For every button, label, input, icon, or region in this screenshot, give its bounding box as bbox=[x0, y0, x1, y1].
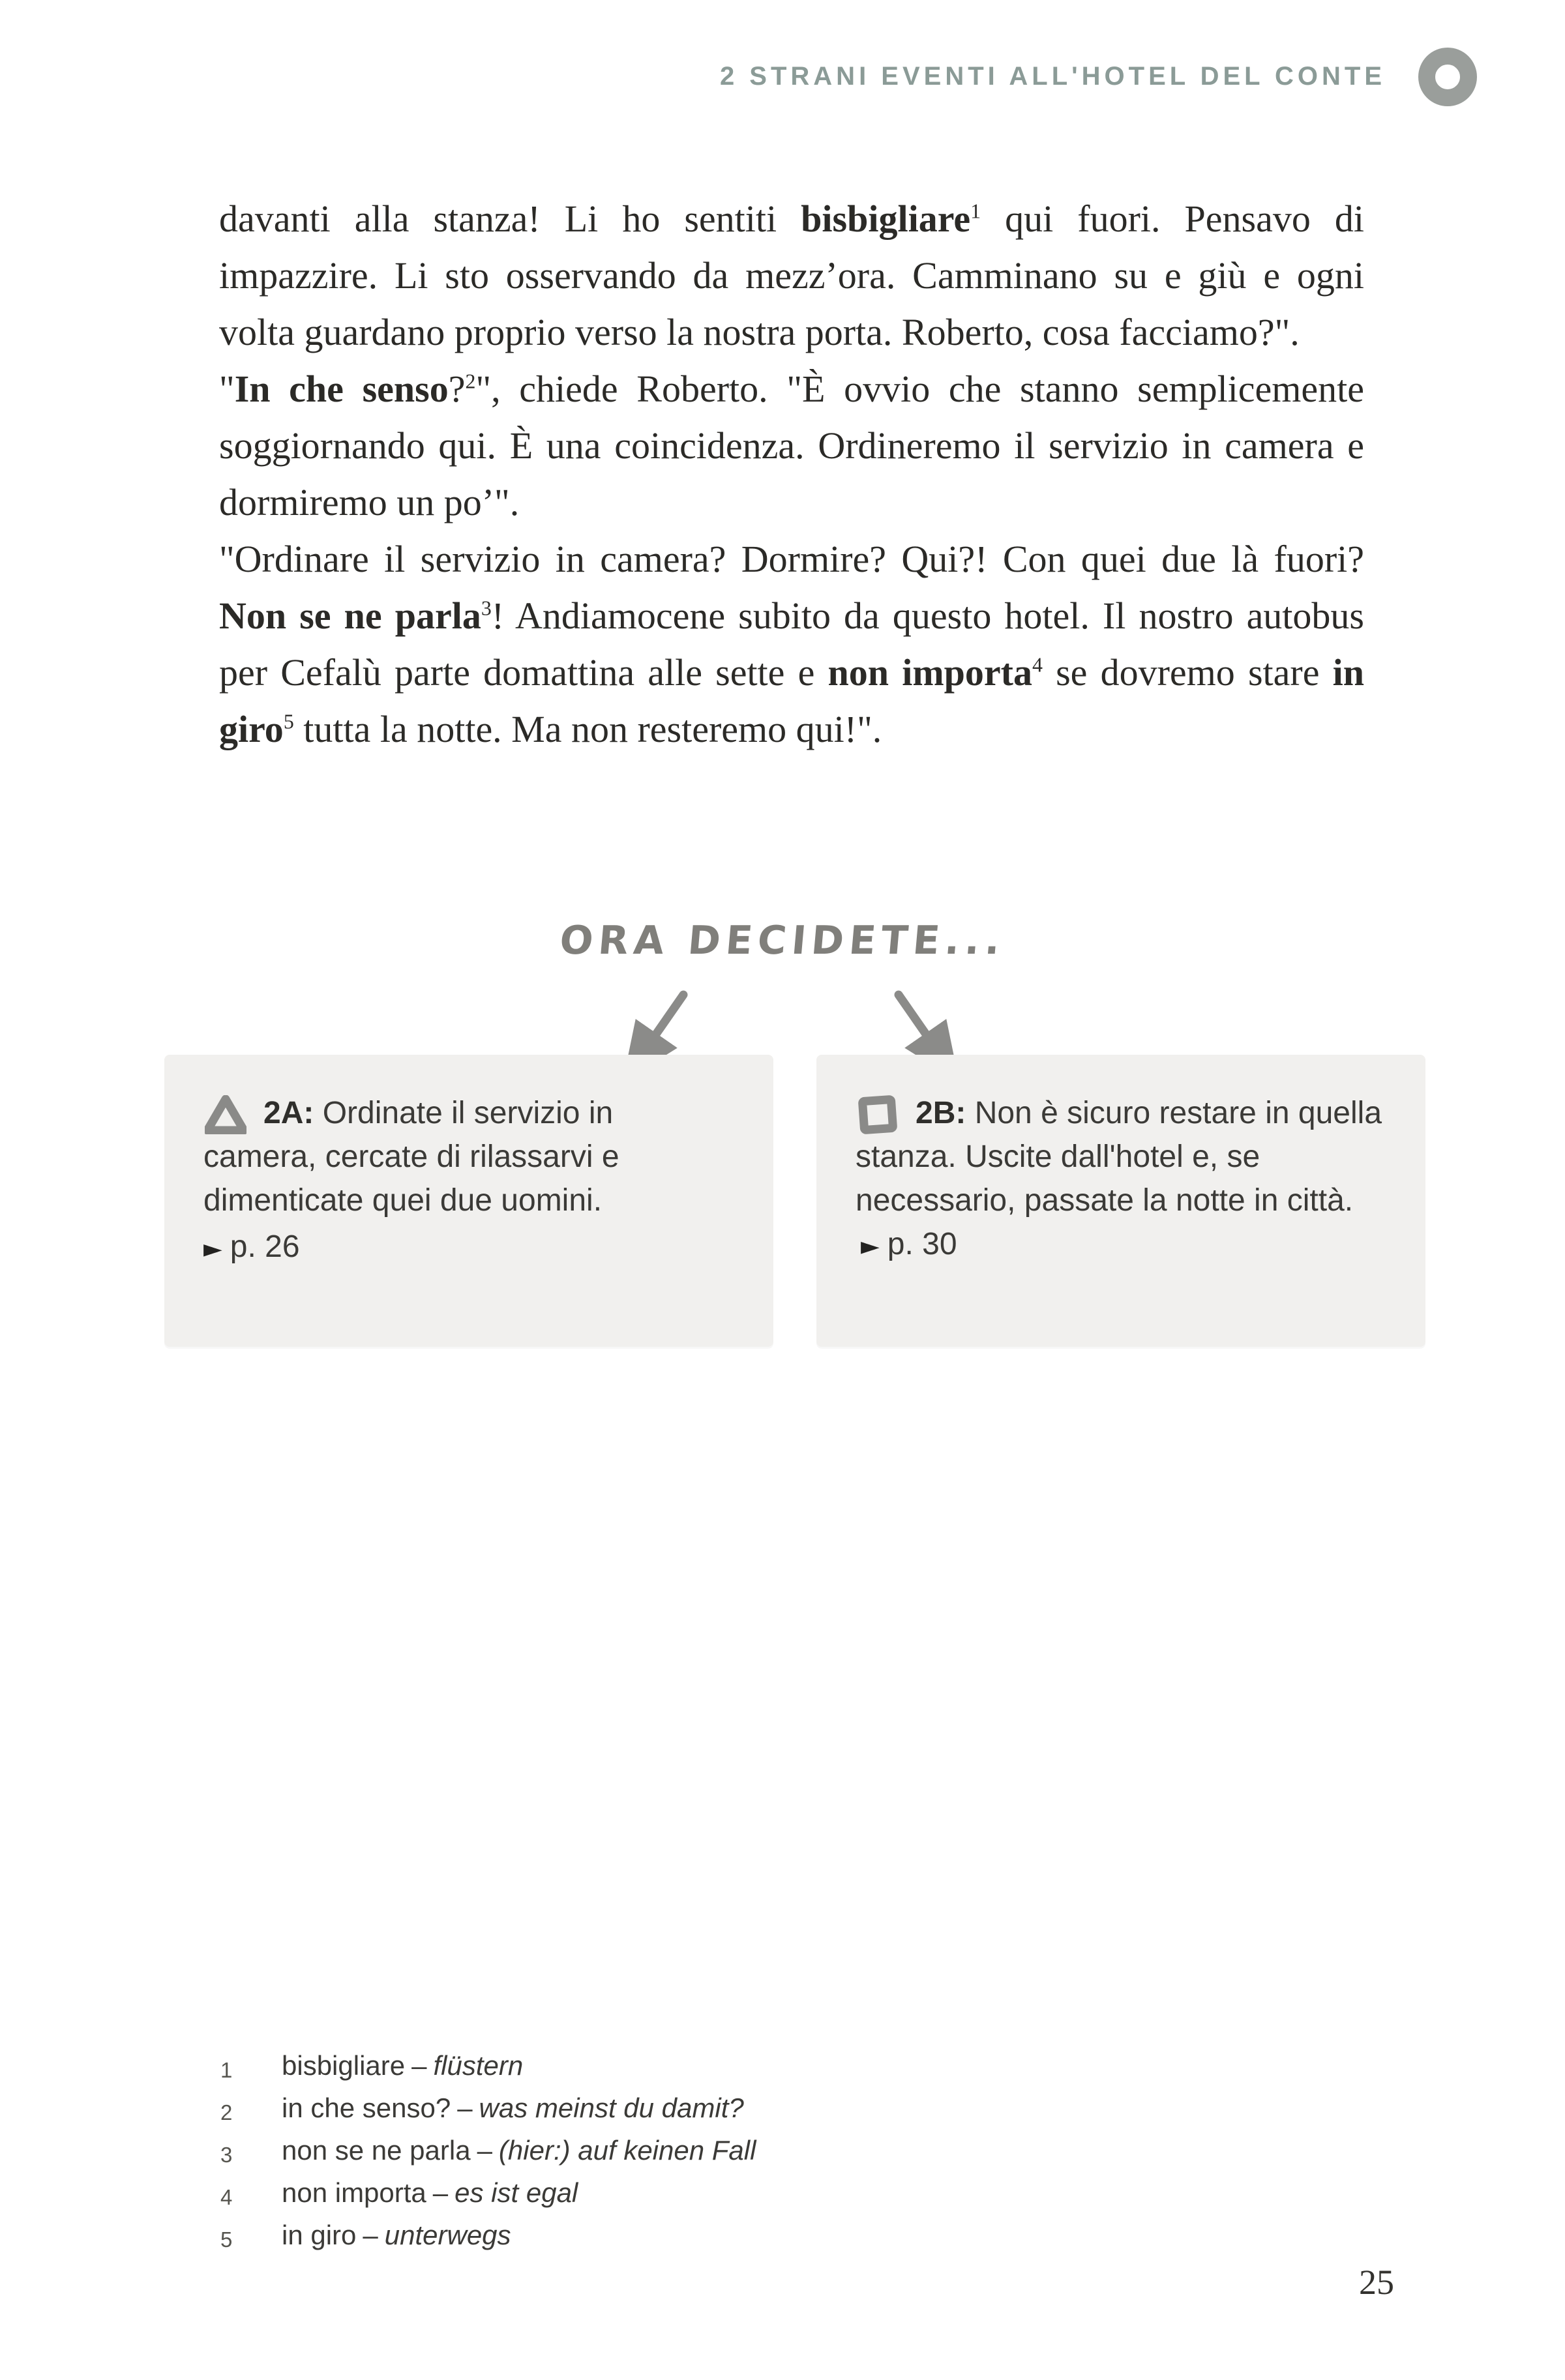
footnote-number: 1 bbox=[220, 2058, 233, 2082]
option-2a-page-ref bbox=[203, 1225, 734, 1271]
footnote-term: non importa bbox=[282, 2177, 426, 2208]
footnote-row bbox=[220, 2047, 1264, 2089]
story-text bbox=[219, 190, 1364, 757]
story-paragraph: "Ordinare il servizio in camera? Dormire? Qui?! Con quei due là fuori? Non se ne parla$^3$! Andiamocene subito da questo hotel. Il nostro autobus per Cefalù parte domattina alle sette e non importa$^4$ se dovremo stare in giro$^5$ tutta la notte. Ma non resteremo qui!". bbox=[219, 538, 1364, 750]
decide-heading: ORA DECIDETE... bbox=[558, 918, 1007, 963]
footnote-number: 2 bbox=[220, 2100, 233, 2124]
footnote-dash: – bbox=[477, 2135, 492, 2166]
page-number: 25 bbox=[1359, 2263, 1394, 2302]
option-2a-body: Ordinate il servizio in camera, cercate di rilassarvi e dimenticate quei due uomini. bbox=[203, 1096, 619, 1218]
footnote-number: 3 bbox=[220, 2143, 233, 2167]
option-2a-label: 2A: bbox=[263, 1096, 314, 1130]
option-2b-page-number: p. 30 bbox=[887, 1227, 957, 1261]
footnote-dash: – bbox=[363, 2220, 378, 2250]
footnote-translation: (hier:) auf keinen Fall bbox=[498, 2135, 756, 2166]
option-2b-label: 2B: bbox=[916, 1096, 966, 1130]
footnote-dash: – bbox=[457, 2093, 473, 2123]
footnote-row bbox=[220, 2216, 1264, 2259]
footnote-term: bisbigliare bbox=[282, 2050, 406, 2081]
footnote-term: in che senso? bbox=[282, 2093, 451, 2123]
footnote-row bbox=[220, 2174, 1264, 2216]
option-2a-text bbox=[203, 1091, 734, 1222]
page-marker-icon: ► bbox=[861, 1231, 880, 1260]
footnote-body bbox=[282, 2132, 756, 2174]
footnote-row bbox=[220, 2132, 1264, 2174]
option-box-2a bbox=[164, 1055, 773, 1347]
option-2b-body: Non è sicuro restare in quella stanza. Uscite dall'hotel e, se necessario, passate la notte in città. bbox=[856, 1096, 1382, 1218]
footnote-translation: was meinst du damit? bbox=[479, 2093, 744, 2123]
page-marker-icon: ► bbox=[203, 1234, 222, 1263]
footnote-translation: es ist egal bbox=[455, 2177, 578, 2208]
footnote-body bbox=[282, 2216, 511, 2259]
square-icon bbox=[857, 1095, 899, 1134]
footnote-term: non se ne parla bbox=[282, 2135, 471, 2166]
option-2a-page-number: p. 26 bbox=[230, 1229, 300, 1264]
footnote-translation: flüstern bbox=[433, 2050, 524, 2081]
footnote-term: in giro bbox=[282, 2220, 357, 2250]
footnote-number: 5 bbox=[220, 2227, 233, 2252]
triangle-icon bbox=[205, 1095, 246, 1134]
chapter-title: 2 STRANI EVENTI ALL'HOTEL DEL CONTE bbox=[719, 62, 1386, 91]
footnote-dash: – bbox=[432, 2177, 449, 2208]
page-header bbox=[0, 0, 1565, 153]
story-paragraph: davanti alla stanza! Li ho sentiti bisbigliare$^1$ qui fuori. Pensavo di impazzire. Li sto osservando da mezz’ora. Camminano su e giù e ogni volta guardano proprio verso la nostra porta. Roberto, cosa facciamo?". bbox=[219, 198, 1364, 353]
option-2b-text bbox=[856, 1091, 1386, 1268]
footnote-body bbox=[282, 2174, 578, 2216]
option-box-2b bbox=[816, 1055, 1425, 1347]
footnotes bbox=[220, 2047, 1264, 2259]
footnote-number: 4 bbox=[220, 2185, 233, 2209]
footnote-translation: unterwegs bbox=[384, 2220, 511, 2250]
footnote-dash: – bbox=[411, 2050, 427, 2081]
footnote-body bbox=[282, 2047, 523, 2089]
footnote-row bbox=[220, 2089, 1264, 2132]
footnote-body bbox=[282, 2089, 744, 2132]
ring-icon bbox=[1418, 48, 1477, 106]
story-paragraph: "In che senso?$^2$", chiede Roberto. "È ovvio che stanno semplicemente soggiornando qui. È una coincidenza. Ordineremo il servizio in camera e dormiremo un po’". bbox=[219, 368, 1365, 523]
